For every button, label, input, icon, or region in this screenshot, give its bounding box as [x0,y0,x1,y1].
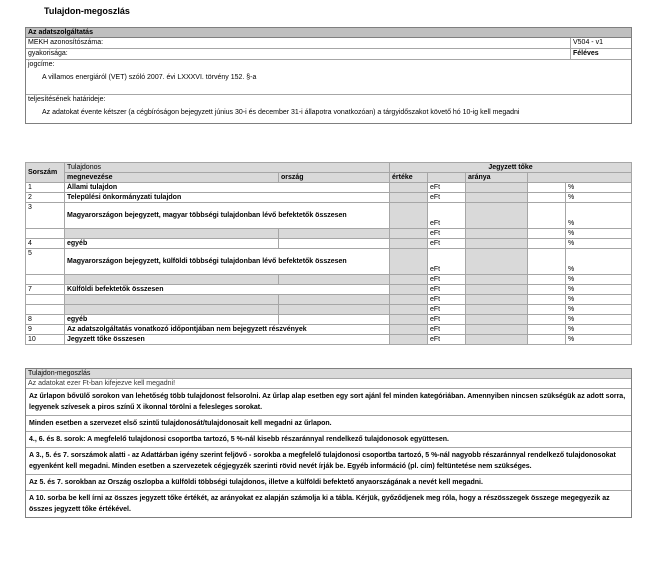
header-aranya: aránya [466,173,528,183]
deadline-block [26,95,631,123]
deadline-text: Az adatokat évente kétszer (a cégbíróságon bejegyzett június 30-i és december 31-i állapotra vonatkozóan) a tárgyidőszakot követő hó 10-ig kell megadni [42,109,520,116]
table-row-entry [26,305,632,315]
legal-basis-block [26,60,631,95]
mekh-label: MEKH azonosítószáma: [28,39,104,46]
ownership-table [25,162,632,345]
mekh-row [26,38,631,49]
legal-basis-text: A villamos energiáról (VET) szóló 2007. évi LXXXVI. törvény 152. §-a [42,74,257,81]
owner-country-input[interactable] [279,229,390,239]
value-cell[interactable]: eFt [428,275,466,285]
row-number: 8 [26,315,65,325]
row-number: 10 [26,335,65,345]
table-header-row [26,163,632,173]
info-panel [25,27,632,124]
ratio-cell [528,335,566,345]
percent-unit: % [566,239,632,249]
row-number: 2 [26,193,65,203]
ratio-cell [528,315,566,325]
frequency-row [26,49,631,60]
table-subheader-row [26,173,632,183]
value-cell[interactable]: eFt [428,229,466,239]
owner-country-input[interactable] [279,275,390,285]
owner-name-input[interactable] [65,305,279,315]
value-cell[interactable]: eFt [428,335,466,345]
table-row [26,285,632,295]
value-cell[interactable]: eFt [428,315,466,325]
table-row [26,193,632,203]
note-paragraph: Az űrlapon bővülő sorokon van lehetőség több tulajdonost felsorolni. Az űrlap alap esetben egy sort ajánl fel minden kategóriában. Amennyiben nincsen szükségük az adott sorra, legyenek szívesek a piros színű X ikonnal törölni a felesleges sorokat. [26,389,631,416]
ratio-cell [528,305,566,315]
row-number: 1 [26,183,65,193]
table-row-entry [26,295,632,305]
table-row [26,325,632,335]
deadline-label: teljesítésének határideje: [28,96,106,103]
value-cell[interactable]: eFt [428,193,466,203]
table-row [26,315,632,325]
header-orszag: ország [279,173,390,183]
percent-unit: % [566,285,632,295]
row-name: Magyarországon bejegyzett, külföldi többségi tulajdonban lévő befektetők összesen [65,249,390,275]
table-row [26,239,632,249]
ratio-cell [528,183,566,193]
ratio-cell [528,239,566,249]
value-cell[interactable]: eFt [428,295,466,305]
value-cell[interactable]: eFt [428,239,466,249]
row-number: 5 [26,249,65,275]
ratio-cell [528,295,566,305]
value-cell[interactable]: eFt [428,285,466,295]
mekh-value: V504 - v1 [570,38,631,48]
frequency-label: gyakorisága: [28,50,68,57]
percent-unit: % [566,275,632,285]
owner-name-input[interactable] [65,229,279,239]
legal-basis-label: jogcíme: [28,61,55,68]
header-jegyzett-toke: Jegyzett tőke [390,163,632,173]
ratio-cell [528,325,566,335]
notes-subtitle: Az adatokat ezer Ft-ban kifejezve kell megadni! [26,379,631,389]
row-name: Magyarországon bejegyzett, magyar többségi tulajdonban lévő befektetők összesen [65,203,390,229]
row-number: 7 [26,285,65,295]
value-cell[interactable]: eFt [428,203,466,229]
row-name: Jegyzett tőke összesen [65,335,390,345]
percent-unit: % [566,229,632,239]
percent-unit: % [566,295,632,305]
owner-name-input[interactable] [65,275,279,285]
info-header: Az adatszolgáltatás [26,28,631,38]
percent-unit: % [566,335,632,345]
row-name: Települési önkormányzati tulajdon [65,193,390,203]
notes-header: Tulajdon-megoszlás [26,369,631,379]
table-row-entry [26,275,632,285]
frequency-value: Féléves [570,49,631,59]
value-cell[interactable]: eFt [428,325,466,335]
row-number: 4 [26,239,65,249]
notes-panel [25,368,632,518]
header-tulajdonos: Tulajdonos [65,163,390,173]
row-name: Állami tulajdon [65,183,390,193]
row-name: Külföldi befektetők összesen [65,285,390,295]
note-paragraph: Az 5. és 7. sorokban az Ország oszlopba a külföldi többségi tulajdonos, illetve a külföldi befektető anyaországának a nevét kell megadni. [26,475,631,491]
value-cell[interactable]: eFt [428,305,466,315]
row-name: egyéb [65,239,279,249]
note-paragraph: A 10. sorba be kell írni az összes jegyzett tőke értékét, az arányokat ez alapján számolja ki a tábla. Kérjük, győződjenek meg róla, hogy a részösszegek összege megegyezik az összes jegyzett tőke értékével. [29,495,610,513]
percent-unit: % [566,183,632,193]
header-megnevezese: megnevezése [65,173,279,183]
value-cell[interactable]: eFt [428,249,466,275]
ratio-cell [528,285,566,295]
note-paragraph: 4., 6. és 8. sorok: A megfelelő tulajdonosi csoportba tartozó, 5 %-nál kisebb részaránnyal rendelkező tulajdonosok együttesen. [26,432,631,448]
header-sorszam: Sorszám [26,163,65,183]
owner-name-input[interactable] [65,295,279,305]
table-row [26,249,632,275]
ratio-cell [528,229,566,239]
page-title: Tulajdon-megoszlás [44,6,130,16]
row-number: 9 [26,325,65,335]
table-row [26,203,632,229]
percent-unit: % [566,249,632,275]
percent-unit: % [566,305,632,315]
percent-unit: % [566,203,632,229]
ratio-cell [528,275,566,285]
owner-country-input[interactable] [279,305,390,315]
note-paragraph: A 3., 5. és 7. sorszámok alatti - az Adattárban igény szerint feljövő - sorokba a megfelelő tulajdonosi csoportba tartozó, 5 %-nál nagyobb részaránnyal rendelkező tulajdonosokat egyenként kell megadni. Minden esetben a szervezetek cégjegyzék szerinti rövid nevét írják be. Egyéb információ (pl. cím) feltüntetése nem szükséges. [26,448,631,475]
row-number: 3 [26,203,65,229]
ratio-cell [528,193,566,203]
percent-unit: % [566,193,632,203]
ratio-cell [528,249,566,275]
note-paragraph: Minden esetben a szervezet első szintű tulajdonosát/tulajdonosait kell megadni az űrlapon. [26,416,631,432]
owner-country-input[interactable] [279,295,390,305]
percent-unit: % [566,325,632,335]
value-cell[interactable]: eFt [428,183,466,193]
percent-unit: % [566,315,632,325]
row-name: egyéb [65,315,279,325]
row-name: Az adatszolgáltatás vonatkozó időpontjában nem bejegyzett részvények [65,325,390,335]
ratio-cell [528,203,566,229]
table-row [26,183,632,193]
table-row-entry [26,229,632,239]
table-row [26,335,632,345]
header-erteke: értéke [390,173,428,183]
